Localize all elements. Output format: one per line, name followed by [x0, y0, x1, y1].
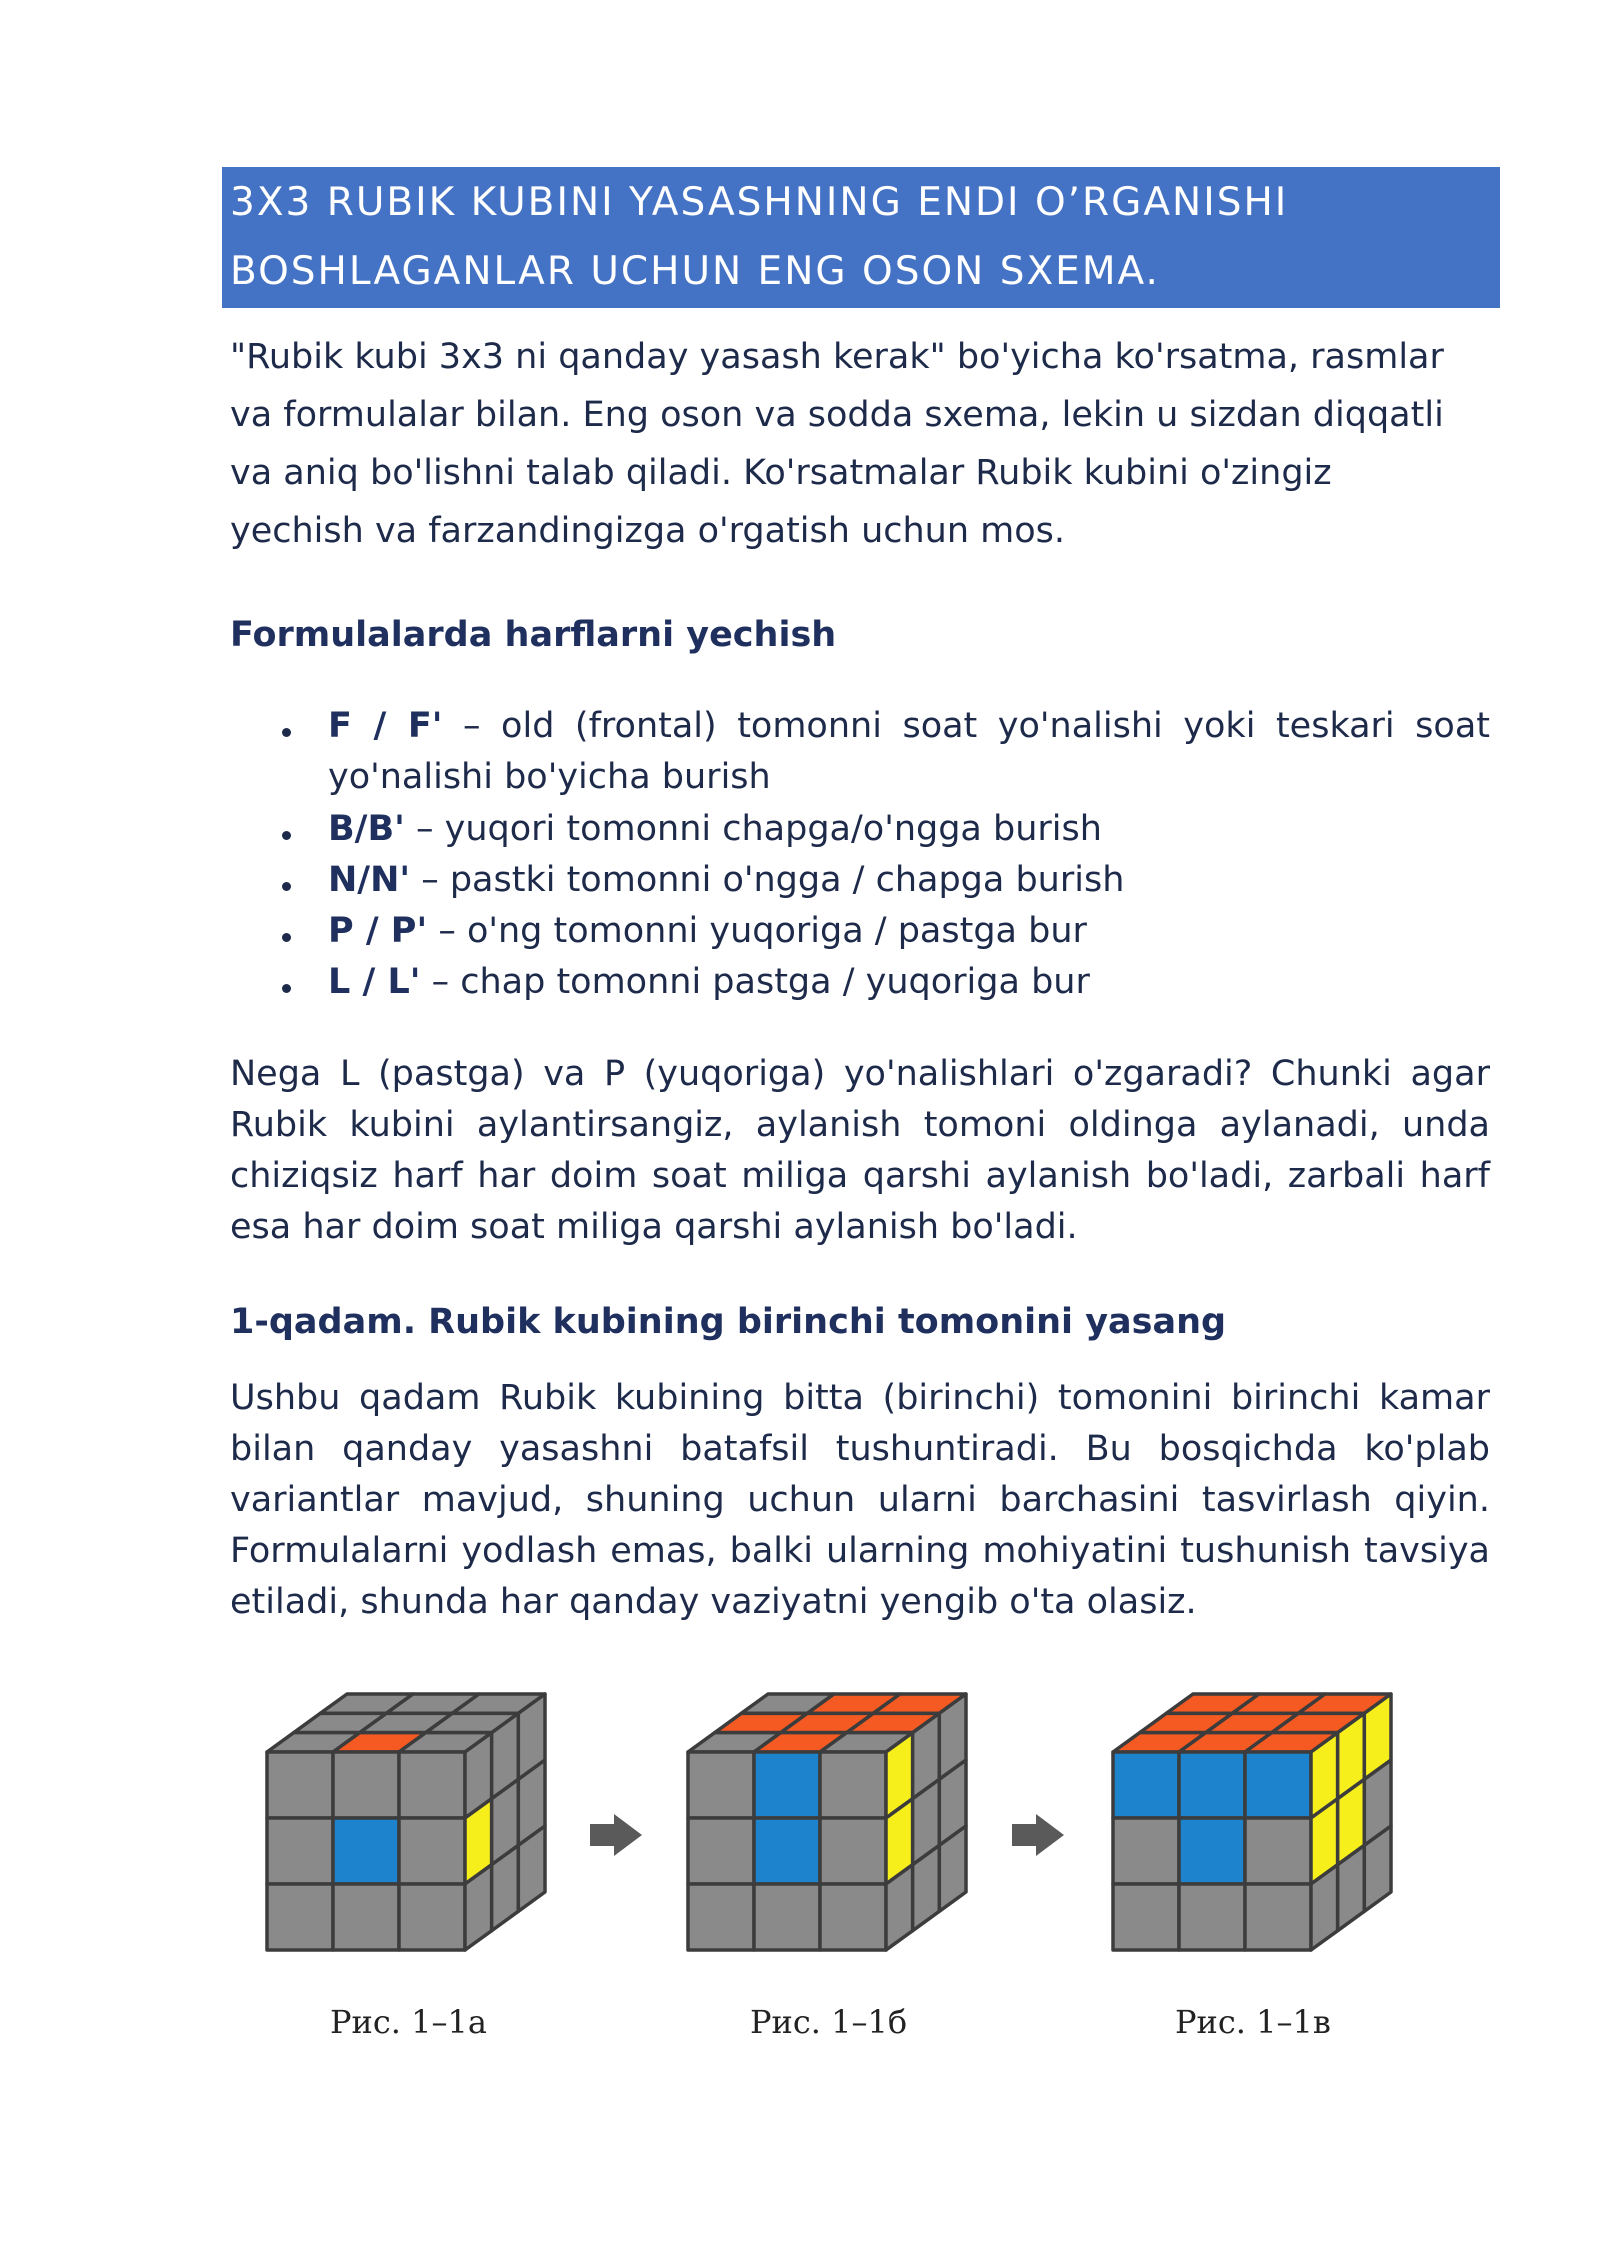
cube-sticker-front [1113, 1818, 1179, 1884]
cube-sticker-front [267, 1884, 333, 1950]
cube-figure-1a [262, 1690, 552, 1980]
explanation-line: chiziqsiz harf har doim soat miliga qarshi aylanish bo'ladi, zarbali harf [230, 1156, 1490, 1196]
cube-sticker-front [333, 1818, 399, 1884]
formula-item-B [328, 809, 1102, 849]
formula-text: – chap tomonni pastga / yuqoriga bur [420, 962, 1090, 1002]
cube-sticker-front [1179, 1818, 1245, 1884]
cube-sticker-front [333, 1884, 399, 1950]
cube-sticker-front [1245, 1752, 1311, 1818]
arrow-right-icon [1010, 1812, 1066, 1858]
bullet-dot [282, 831, 291, 840]
cube-sticker-front [754, 1818, 820, 1884]
cube-sticker-front [820, 1884, 886, 1950]
cube-figure-1b [683, 1690, 973, 1980]
step1-line: bilan qanday yasashni batafsil tushuntiradi. Bu bosqichda ko'plab [230, 1429, 1490, 1469]
cube-sticker-front [1245, 1818, 1311, 1884]
cube-figure-1c [1108, 1690, 1398, 1980]
cube-sticker-front [754, 1884, 820, 1950]
step1-line: Ushbu qadam Rubik kubining bitta (birinchi) tomonini birinchi kamar [230, 1378, 1490, 1418]
cube-sticker-front [267, 1818, 333, 1884]
bullet-dot [282, 882, 291, 891]
arrow-right-icon [588, 1812, 644, 1858]
formula-key: F / F' [328, 706, 443, 746]
cube-sticker-front [267, 1752, 333, 1818]
formula-item-N [328, 860, 1125, 900]
cube-sticker-front [333, 1752, 399, 1818]
explanation-line: Rubik kubini aylantirsangiz, aylanish tomoni oldinga aylanadi, unda [230, 1105, 1490, 1145]
explanation-line: Nega L (pastga) va P (yuqoriga) yo'nalishlari o'zgaradi? Chunki agar [230, 1054, 1490, 1094]
step1-line: variantlar mavjud, shuning uchun ularni barchasini tasvirlash qiyin. [230, 1480, 1490, 1520]
formula-item-F [328, 706, 1490, 746]
formula-item-P [328, 911, 1087, 951]
step1-line: Formulalarni yodlash emas, balki ularning mohiyatini tushunish tavsiya [230, 1531, 1490, 1571]
cube-sticker-front [399, 1752, 465, 1818]
cube-sticker-front [399, 1818, 465, 1884]
bullet-dot [282, 933, 291, 942]
cube-sticker-front [399, 1884, 465, 1950]
title-line-2: BOSHLAGANLAR UCHUN ENG OSON SXEMA. [230, 249, 1160, 294]
title-line-1: 3X3 RUBIK KUBINI YASASHNING ENDI O’RGANISHI [230, 180, 1289, 225]
cube-sticker-front [820, 1752, 886, 1818]
formula-text: – o'ng tomonni yuqoriga / pastga bur [427, 911, 1087, 951]
formula-text: – old (frontal) tomonni soat yo'nalishi yoki teskari soat [442, 706, 1490, 746]
explanation-line: esa har doim soat miliga qarshi aylanish bo'ladi. [230, 1207, 1078, 1247]
step1-line: etiladi, shunda har qanday vaziyatni yengib o'ta olasiz. [230, 1582, 1197, 1622]
title-banner [222, 167, 1500, 308]
formula-item-F-cont: yo'nalishi bo'yicha burish [328, 757, 771, 797]
formula-key: L / L' [328, 962, 421, 1002]
formula-item-L [328, 962, 1090, 1002]
caption-1b: Рис. 1–1б [750, 2003, 908, 2041]
cube-sticker-front [820, 1818, 886, 1884]
formula-text: – yuqori tomonni chapga/o'ngga burish [404, 809, 1102, 849]
formula-key: B/B' [328, 809, 405, 849]
formula-key: P / P' [328, 911, 428, 951]
cube-sticker-front [1179, 1884, 1245, 1950]
cube-sticker-front [754, 1752, 820, 1818]
step1-heading: 1-qadam. Rubik kubining birinchi tomonini yasang [230, 1302, 1227, 1342]
cube-sticker-front [1113, 1884, 1179, 1950]
cube-sticker-front [688, 1884, 754, 1950]
intro-line: va formulalar bilan. Eng oson va sodda sxema, lekin u sizdan diqqatli [230, 395, 1444, 435]
intro-line: "Rubik kubi 3x3 ni qanday yasash kerak" bo'yicha ko'rsatma, rasmlar [230, 337, 1444, 377]
cube-sticker-front [1113, 1752, 1179, 1818]
intro-line: va aniq bo'lishni talab qiladi. Ko'rsatmalar Rubik kubini o'zingiz [230, 453, 1332, 493]
caption-1a: Рис. 1–1а [330, 2003, 487, 2041]
bullet-dot [282, 984, 291, 993]
cube-sticker-front [1179, 1752, 1245, 1818]
formula-text: – pastki tomonni o'ngga / chapga burish [410, 860, 1125, 900]
cube-sticker-front [688, 1752, 754, 1818]
cube-sticker-front [1245, 1884, 1311, 1950]
intro-line: yechish va farzandingizga o'rgatish uchun mos. [230, 511, 1066, 551]
bullet-dot [282, 728, 291, 737]
cube-sticker-front [688, 1818, 754, 1884]
caption-1c: Рис. 1–1в [1175, 2003, 1331, 2041]
formulas-heading: Formulalarda harflarni yechish [230, 615, 837, 655]
formula-key: N/N' [328, 860, 411, 900]
